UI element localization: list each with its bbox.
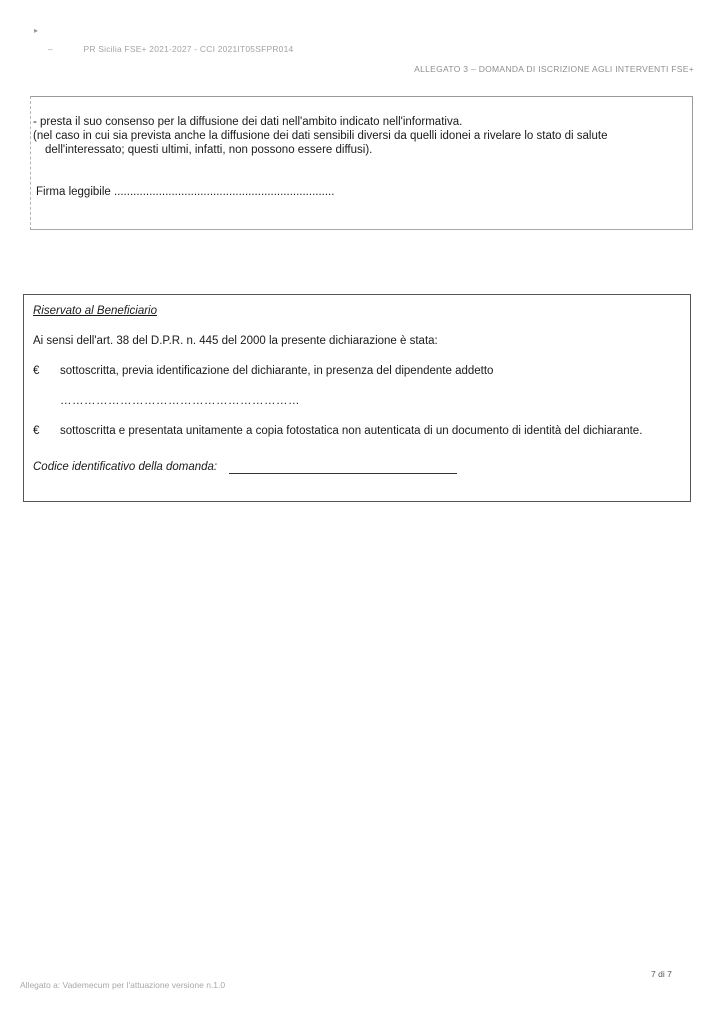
header-program-text: PR Sicilia FSE+ 2021-2027 - CCI 2021IT05SFPR014 [83,44,294,54]
declaration-intro: Ai sensi dell'art. 38 del D.P.R. n. 445 del 2000 la presente dichiarazione è stata: [33,335,438,347]
sensitive-data-note-line1: (nel caso in cui sia prevista anche la diffusione dei dati sensibili diversi da quelli idonei a rivelare lo stato di salute [33,130,608,142]
beneficiary-title: Riservato al Beneficiario [33,305,158,317]
header-annex-title: ALLEGATO 3 – DOMANDA DI ISCRIZIONE AGLI INTERVENTI FSE+ [414,64,694,74]
beneficiary-box [23,294,691,502]
option2-label: sottoscritta e presentata unitamente a copia fotostatica non autenticata di un documento di identità del dichiarante. [60,425,643,437]
header-dash: – [48,44,53,54]
application-code-label: Codice identificativo della domanda: [33,461,218,473]
option1-checkbox-icon[interactable]: € [33,365,40,377]
footer-document-title: Allegato a: Vademecum per l'attuazione versione n.1.0 [20,980,226,990]
page-number: 7 di 7 [651,969,672,979]
sensitive-data-note-line2: dell'interessato; questi ultimi, infatti, non possono essere diffusi). [45,144,373,156]
consent-text: - presta il suo consenso per la diffusione dei dati nell'ambito indicato nell'informativa. [33,116,463,128]
header-program [48,44,293,54]
option1-employee-field[interactable]: …………………………………………………… [60,395,300,407]
option2-checkbox-icon[interactable]: € [33,425,40,437]
application-code-field[interactable] [229,473,457,474]
scan-mark: ▸ [34,26,39,35]
consent-box [30,96,693,230]
signature-field[interactable]: Firma leggibile ..................................................................... [36,186,335,198]
option1-label: sottoscritta, previa identificazione del dichiarante, in presenza del dipendente addetto [60,365,494,377]
